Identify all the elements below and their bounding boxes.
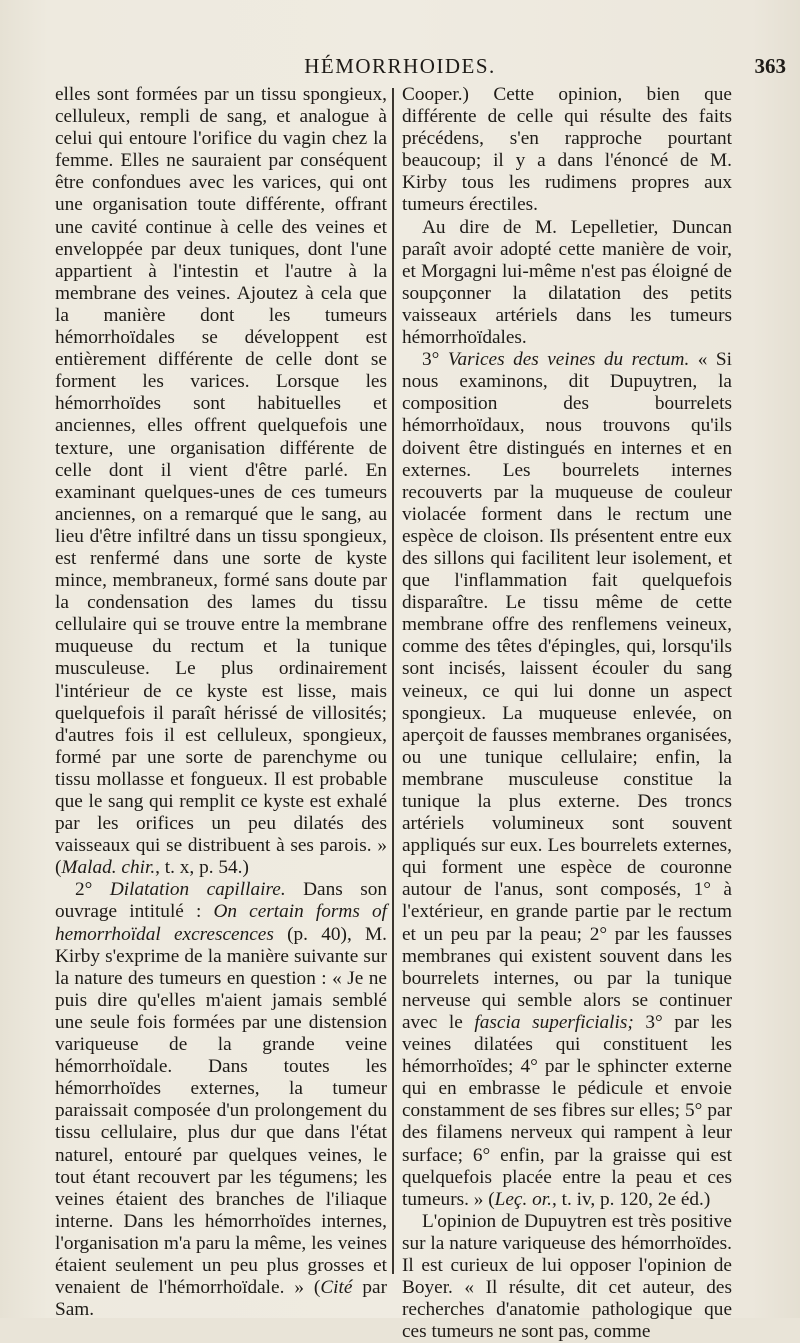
- latin-term: fascia superficialis;: [474, 1011, 634, 1033]
- page-number: 363: [754, 54, 786, 78]
- running-header: [0, 52, 800, 82]
- section-heading: Varices des veines du rectum.: [447, 349, 690, 371]
- citation: Malad. chir.: [61, 857, 156, 879]
- section-number: 3°: [422, 349, 448, 371]
- paragraph-text: par Sam.: [55, 1277, 387, 1321]
- citation-ref: , t. x, p. 54.): [155, 857, 249, 879]
- right-column: [402, 84, 732, 1343]
- citation: Leç. or.: [494, 1188, 552, 1210]
- paragraph: Au dire de M. Lepelletier, Duncan paraît avoir adopté cette manière de voir, et Morgagni lui-même n'est pas éloigné de soupçonner la dilatation des petits vaisseaux artériels dans les tumeurs hémorrhoïdales.: [402, 216, 732, 349]
- paragraph: L'opinion de Dupuytren est très positive sur la nature variqueuse des hémorrhoïdes. Il est curieux de lui opposer l'opinion de Boyer. « Il résulte, dit cet auteur, des recherches d'anatomie pathologique que ces tumeurs ne sont pas, comme: [402, 1210, 732, 1343]
- work-title: On certain forms of hemorrhoïdal excrescences: [55, 901, 387, 945]
- paragraph-text: « Si nous examinons, dit Dupuytren, la composition des bourrelets hémorrhoïdaux, nous trouvons qu'ils doivent être distingués en internes et en externes. Les bourrelets internes recouverts par la muqueuse de couleur violacée forment dans le rectum une espèce de cloison. Ils présentent entre eux des sillons qui facilitent leur isolement, et que l'inflammation fait quelquefois disparaître. Le tissu même de cette membrane offre des renflemens veineux, comme des têtes d'épingles, qui, lorsqu'ils sont incisés, laissent écouler du sang veineux, ce qui lui donne un aspect spongieux. La muqueuse enlevée, on aperçoit de fausses membranes organisées, ou une tunique cellulaire; enfin, la membrane musculeuse constitue la tunique la plus externe. Des troncs artériels volumineux sont souvent appliqués sur eux. Les bourrelets externes, qui forment une espèce de couronne autour de l'anus, sont composés, 1° à l'extérieur, en grande partie par le rectum et un peu par la peau; 2° par les fausses membranes qui existent souvent dans les bourrelets internes, ou par la tunique nerveuse qui semble alors se continuer avec le: [402, 349, 732, 1033]
- paragraph-text: elles sont formées par un tissu spongieux, celluleux, rempli de sang, et analogue à celui qui entoure l'orifice du vagin chez la femme. Elles ne sauraient par conséquent être confondues avec les varices, qui ont une organisation toute différente, offrant une cavité continue à celle des veines et enveloppée par deux tuniques, dont l'une appartient à l'intestin et l'autre à la membrane des veines. Ajoutez à cela que la manière dont les tumeurs hémorrhoïdales se développent est entièrement différente de celle dont se forment les varices. Lorsque les hémorrhoïdes sont habituelles et anciennes, elles offrent quelquefois une texture, une organisation différente de celle dont il vient d'être parlé. En examinant quelques-unes de ces tumeurs anciennes, on a remarqué que le sang, au lieu d'être infiltré dans un tissu spongieux, est renfermé dans une sorte de kyste mince, membraneux, formé sans doute par la condensation des lames du tissu cellulaire qui se trouve entre la membrane muqueuse du rectum et la tunique musculeuse. Le plus ordinairement l'intérieur de ce kyste est lisse, mais quelquefois il paraît hérissé de villosités; d'autres fois il est celluleux, spongieux, formé par une sorte de parenchyme ou tissu mollasse et fongueux. Il est probable que le sang qui remplit ce kyste est exhalé par les orifices un peu dilatés des vaisseaux qui se distribuent à ses parois. » (: [55, 84, 387, 879]
- section-number: 2°: [75, 879, 110, 901]
- citation-ref: , t. iv, p. 120, 2e éd.): [551, 1188, 711, 1210]
- running-title: HÉMORRHOIDES.: [304, 54, 496, 78]
- paragraph-text: Dans son ouvrage intitulé :: [55, 879, 388, 923]
- paragraph: Cooper.) Cette opinion, bien que différente de celle qui résulte des faits précédens, s'en rapproche pourtant beaucoup; il y a dans l'énoncé de M. Kirby tous les rudimens propres aux tumeurs érectiles.: [402, 84, 732, 216]
- paragraph: [55, 84, 387, 879]
- paragraph: [402, 349, 732, 1211]
- citation: Cité: [320, 1277, 353, 1299]
- section-heading: Dilatation capillaire.: [109, 879, 286, 901]
- paragraph-text: 3° par les veines dilatées qui constituent les hémorrhoïdes; 4° par le sphincter externe qui en embrasse le pédicule et envoie constamment de ses fibres sur elles; 5° par des filamens nerveux qui rampent à leur surface; 6° enfin, par la graisse qui est quelquefois placée entre la peau et ces tumeurs. » (: [402, 1011, 732, 1210]
- paragraph: [55, 879, 387, 1321]
- left-column: [55, 84, 387, 1321]
- column-divider: [392, 88, 394, 1274]
- paragraph-text: (p. 40), M. Kirby s'exprime de la manière suivante sur la nature des tumeurs en question : « Je ne puis dire qu'elles m'aient jamais semblé une seule fois formées par une distension variqueuse de la grande veine hémorrhoïdale. Dans toutes les hémorrhoïdes externes, la tumeur paraissait composée d'un prolongement du tissu cellulaire, plus dur que dans l'état naturel, entouré par quelques veines, le tout étant recouvert par les tégumens; les veines étaient des branches de l'iliaque interne. Dans les hémorrhoïdes internes, l'organisation m'a paru la même, les veines étaient seulement un peu plus grosses et venaient de l'hémorrhoïdale. » (: [55, 923, 387, 1299]
